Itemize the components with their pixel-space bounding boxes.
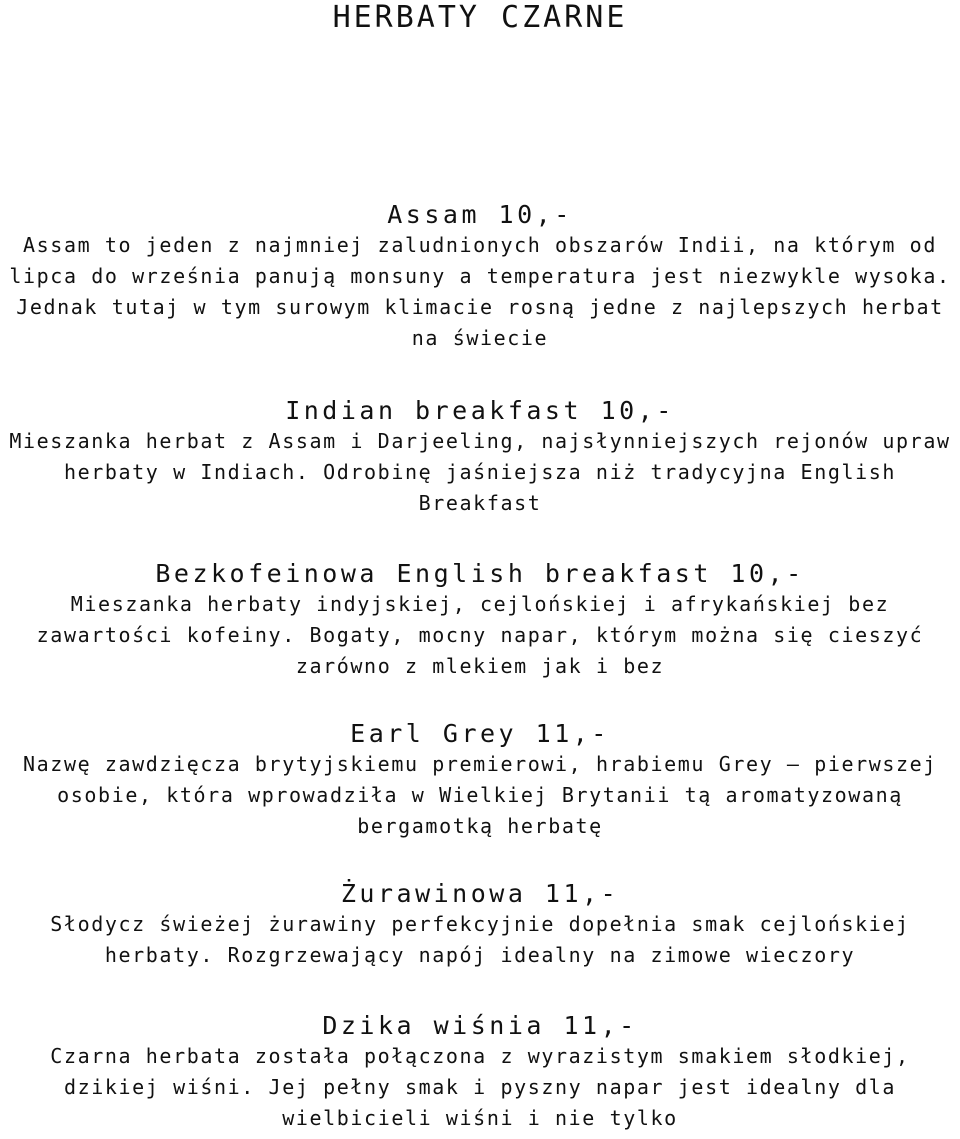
item-name-price: Bezkofeinowa English breakfast 10,- bbox=[155, 559, 805, 588]
menu-item-assam bbox=[0, 200, 960, 354]
page-title: HERBATY CZARNE bbox=[332, 0, 628, 35]
item-name-price: Earl Grey 11,- bbox=[350, 719, 610, 748]
menu-item-earl-grey bbox=[0, 719, 960, 842]
item-name-price: Assam 10,- bbox=[387, 200, 573, 229]
item-name-price: Żurawinowa 11,- bbox=[340, 879, 620, 908]
item-description: Assam to jeden z najmniej zaludnionych obszarów Indii, na którym od lipca do września panują monsuny a temperatura jest niezwykle wysoka. Jednak tutaj w tym surowym klimacie rosną jedne z najlepszych herbat na świecie bbox=[9, 233, 951, 350]
item-description: Czarna herbata została połączona z wyrazistym smakiem słodkiej, dzikiej wiśni. Jej pełny smak i pyszny napar jest idealny dla wielbicieli wiśni i nie tylko bbox=[50, 1044, 910, 1130]
item-description: Mieszanka herbaty indyjskiej, cejlońskiej i afrykańskiej bez zawartości kofeiny. Bogaty, mocny napar, którym można się cieszyć zarówno z mlekiem jak i bez bbox=[36, 592, 924, 678]
item-description: Słodycz świeżej żurawiny perfekcyjnie dopełnia smak cejlońskiej herbaty. Rozgrzewający napój idealny na zimowe wieczory bbox=[50, 912, 910, 967]
item-description: Mieszanka herbat z Assam i Darjeeling, najsłynniejszych rejonów upraw herbaty w Indiach. Odrobinę jaśniejsza niż tradycyjna English Breakfast bbox=[9, 429, 951, 515]
item-name-price: Indian breakfast 10,- bbox=[285, 396, 675, 425]
menu-item-decaf-english-breakfast bbox=[0, 559, 960, 682]
item-name-price: Dzika wiśnia 11,- bbox=[322, 1011, 638, 1040]
item-description: Nazwę zawdzięcza brytyjskiemu premierowi, hrabiemu Grey – pierwszej osobie, która wprowadziła w Wielkiej Brytanii tą aromatyzowaną bergamotką herbatę bbox=[23, 752, 937, 838]
menu-item-indian-breakfast bbox=[0, 396, 960, 519]
menu-item-wild-cherry bbox=[0, 1011, 960, 1134]
menu-item-cranberry bbox=[0, 879, 960, 971]
